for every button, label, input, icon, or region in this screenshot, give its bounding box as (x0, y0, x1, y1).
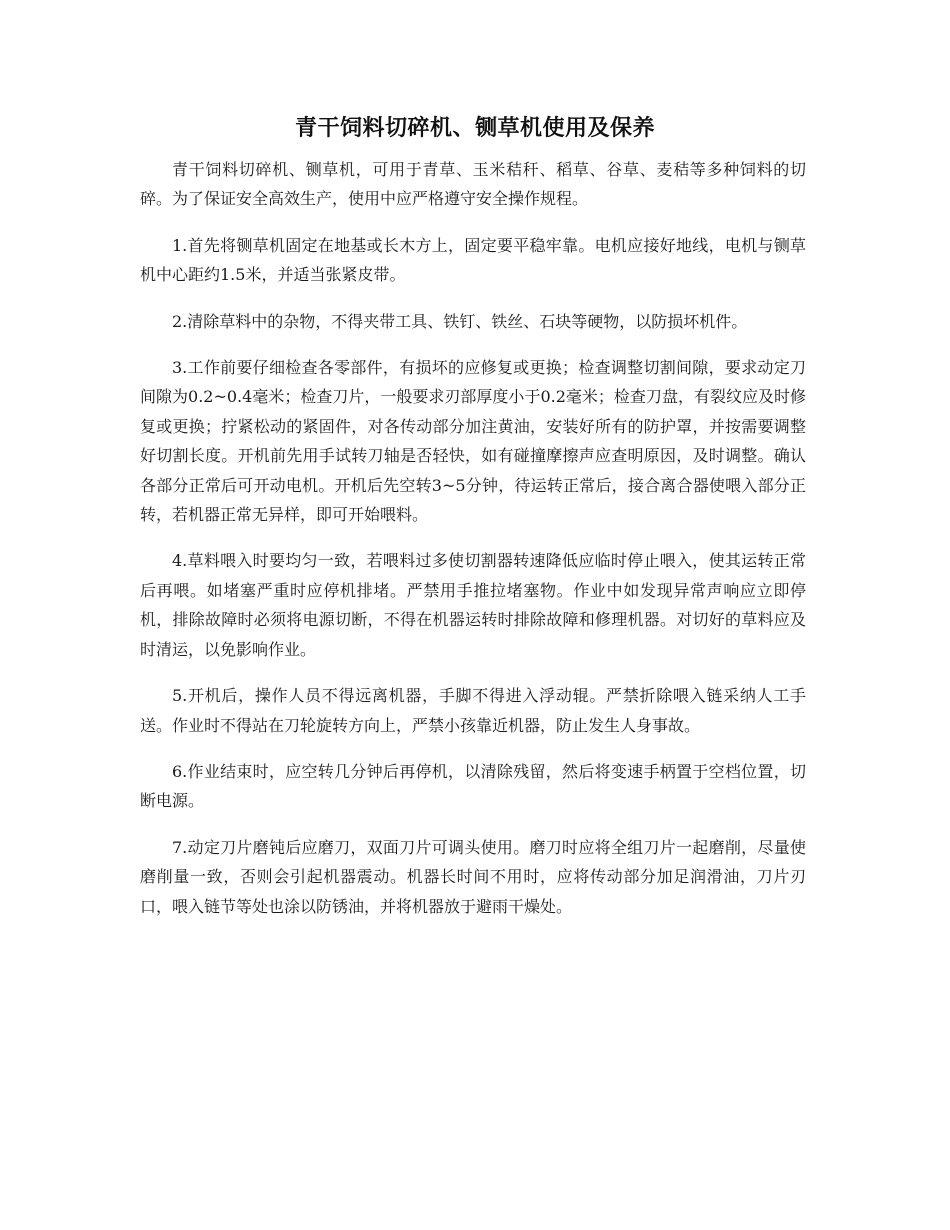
step-7-paragraph: 7.动定刀片磨钝后应磨刀，双面刀片可调头使用。磨刀时应将全组刀片一起磨削，尽量使磨削量一致，否则会引起机器震动。机器长时间不用时，应将传动部分加足润滑油，刀片刃口，喂入链节等处也涂以防锈油，并将机器放于避雨干燥处。 (140, 837, 806, 916)
step-4-paragraph: 4.草料喂入时要均匀一致，若喂料过多使切割器转速降低应临时停止喂入，使其运转正常后再喂。如堵塞严重时应停机排堵。严禁用手推拉堵塞物。作业中如发现异常声响应立即停机，排除故障时必须将电源切断，不得在机器运转时排除故障和修理机器。对切好的草料应及时清运，以免影响作业。 (140, 551, 806, 659)
intro-paragraph: 青干饲料切碎机、铡草机，可用于青草、玉米秸秆、稻草、谷草、麦秸等多种饲料的切碎。为了保证安全高效生产，使用中应严格遵守安全操作规程。 (140, 160, 806, 209)
step-1-paragraph: 1.首先将铡草机固定在地基或长木方上，固定要平稳牢靠。电机应接好地线，电机与铡草机中心距约1.5米，并适当张紧皮带。 (140, 235, 806, 285)
step-2-paragraph: 2.清除草料中的杂物，不得夹带工具、铁钉、铁丝、石块等硬物，以防损坏机件。 (172, 311, 748, 331)
step-5-paragraph: 5.开机后，操作人员不得远离机器，手脚不得进入浮动辊。严禁折除喂入链采纳人工手送。作业时不得站在刀轮旋转方向上，严禁小孩靠近机器，防止发生人身事故。 (140, 686, 806, 735)
document-title: 青干饲料切碎机、铡草机使用及保养 (294, 115, 655, 141)
document-body (140, 155, 806, 938)
step-6-paragraph: 6.作业结束时，应空转几分钟后再停机，以清除残留，然后将变速手柄置于空档位置，切断电源。 (140, 761, 806, 811)
step-3-paragraph: 3.工作前要仔细检查各零部件，有损坏的应修复或更换；检查调整切割间隙，要求动定刀间隙为0.2~0.4毫米；检查刀片，一般要求刃部厚度小于0.2毫米；检查刀盘，有裂纹应及时修复或更换；拧紧松动的紧固件，对各传动部分加注黄油，安装好所有的防护罩，并按需要调整好切割长度。开机前先用手试转刀轴是否轻快，如有碰撞摩擦声应查明原因，及时调整。确认各部分正常后可开动电机。开机后先空转3~5分钟，待运转正常后，接合离合器使喂入部分正转，若机器正常无异样，即可开始喂料。 (140, 358, 806, 525)
